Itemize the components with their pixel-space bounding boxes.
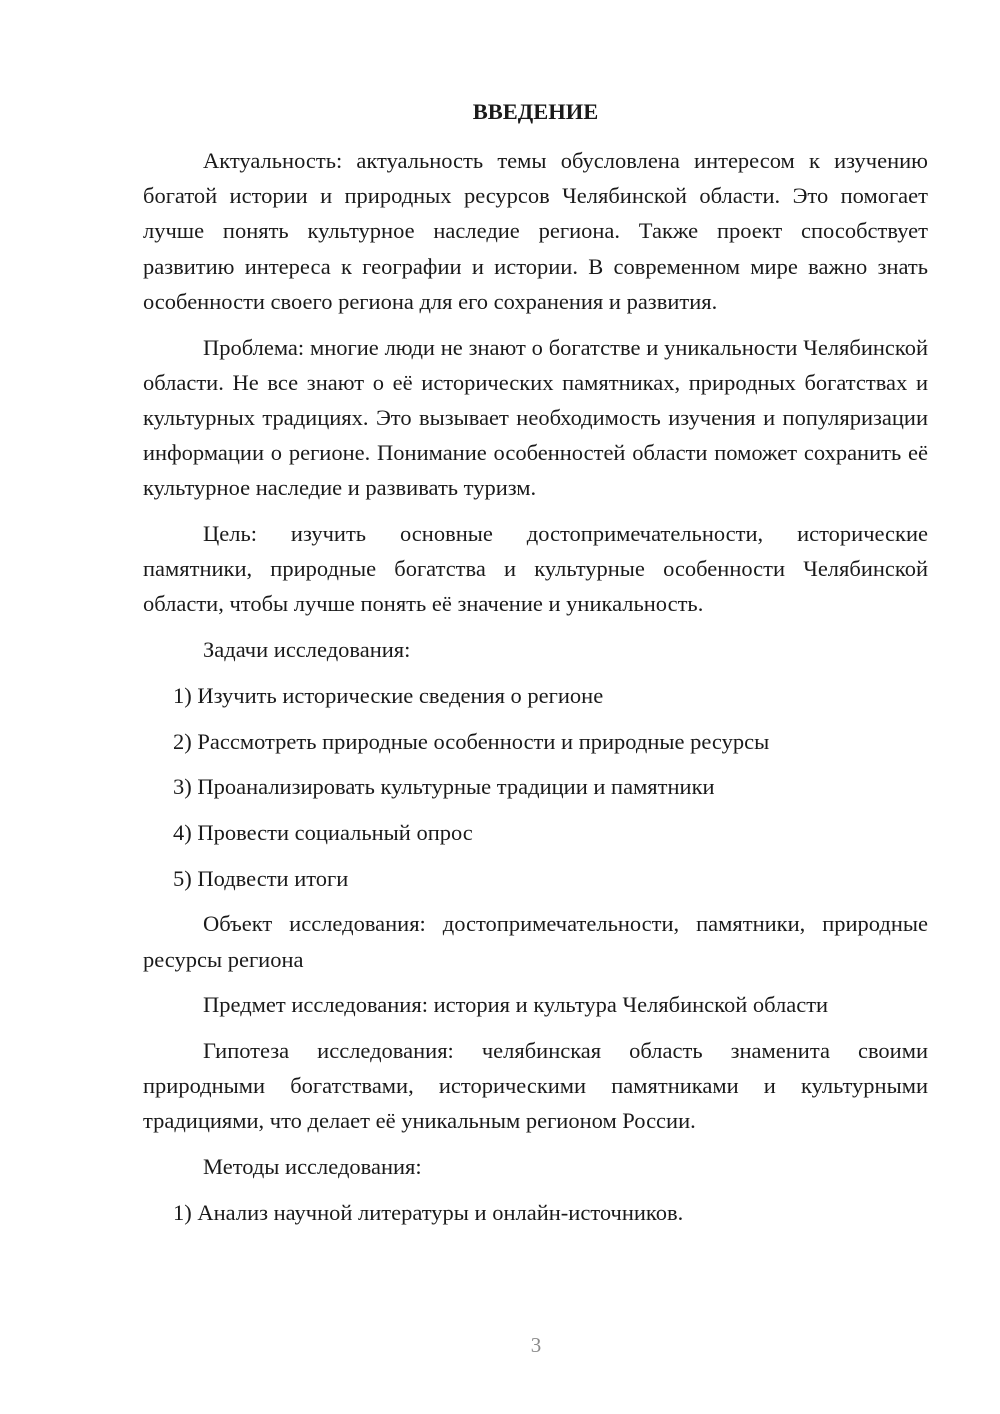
methods-title: Методы исследования: [203, 1154, 422, 1180]
tasks-list [143, 678, 928, 896]
relevance-paragraph: Актуальность: актуальность темы обусловлена интересом к изучению богатой истории и природных ресурсов Челябинской области. Это помогает лучше понять культурное наследие региона. Также проект способствует развитию интереса к географии и истории. В современном мире важно знать особенности своего региона для его сохранения и развития. [143, 148, 928, 314]
tasks-title: Задачи исследования: [203, 637, 411, 663]
problem-paragraph: Проблема: многие люди не знают о богатстве и уникальности Челябинской области. Не все знают о её исторических памятниках, природных богатствах и культурных традициях. Это вызывает необходимость изучения и популяризации информации о регионе. Понимание особенностей области поможет сохранить её культурное наследие и развивать туризм. [143, 334, 928, 501]
list-item: 1) Изучить исторические сведения о регионе [173, 682, 604, 708]
list-item: 1) Анализ научной литературы и онлайн-источников. [173, 1199, 684, 1225]
list-item: 2) Рассмотреть природные особенности и природные ресурсы [173, 728, 770, 754]
list-item: 5) Подвести итоги [173, 865, 349, 891]
body-text [143, 143, 928, 1230]
goal-paragraph: Цель: изучить основные достопримечательности, исторические памятники, природные богатства и культурные особенности Челябинской области, чтобы лучше понять её значение и уникальность. [143, 521, 928, 617]
list-item: 3) Проанализировать культурные традиции и памятники [173, 774, 715, 800]
page-number: 3 [530, 1333, 542, 1357]
subject-paragraph: Предмет исследования: история и культура Челябинской области [203, 992, 829, 1018]
methods-list [143, 1195, 928, 1230]
hypothesis-paragraph: Гипотеза исследования: челябинская область знаменита своими природными богатствами, историческими памятниками и культурными традициями, что делает её уникальным регионом России. [143, 1037, 928, 1134]
object-paragraph: Объект исследования: достопримечательности, памятники, природные ресурсы региона [143, 911, 928, 972]
section-heading: ВВЕДЕНИЕ [472, 99, 599, 124]
list-item: 4) Провести социальный опрос [173, 819, 473, 845]
